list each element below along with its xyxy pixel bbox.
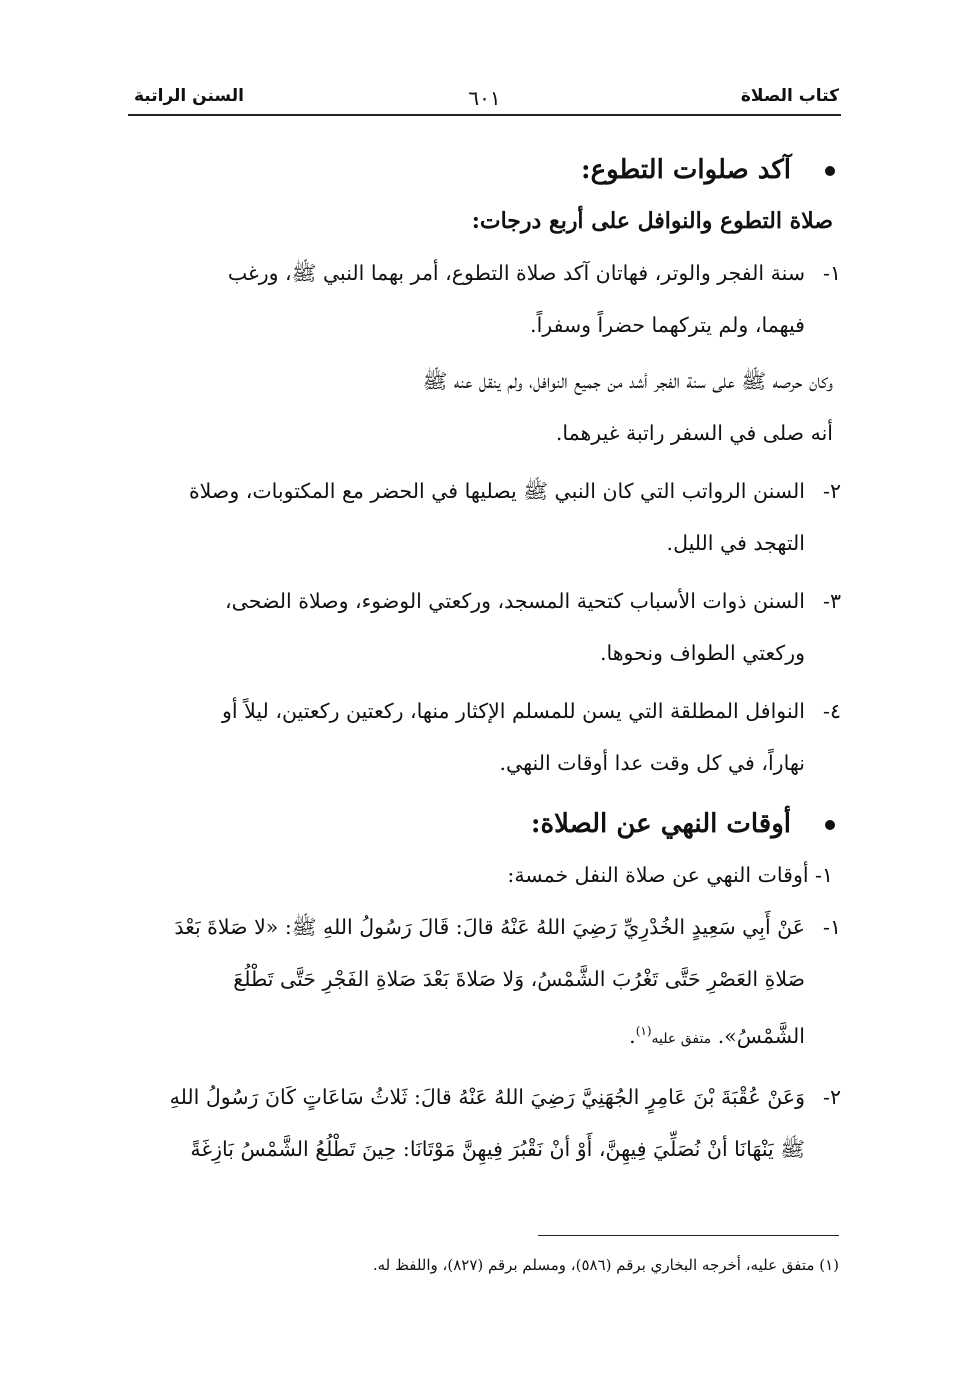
- item-text-line2: فيهما، ولم يتركهما حضراً وسفراً.: [530, 313, 805, 337]
- list-number: ٣-: [823, 589, 841, 613]
- hadith-2: [128, 1071, 841, 1175]
- item-text-line2: التهجد في الليل.: [666, 531, 805, 555]
- list-number: ١-: [823, 261, 841, 285]
- paragraph-line1: وكان حرصه ﷺ على سنة الفجر أشد من جميع النوافل، ولم ينقل عنه ﷺ: [422, 369, 833, 393]
- running-header: [128, 84, 841, 116]
- page-body: [128, 145, 841, 1175]
- bullet-icon: [825, 166, 835, 176]
- header-section: السنن الراتبة: [134, 86, 244, 106]
- bullet-icon: [825, 820, 835, 830]
- page-number: ٦٠١: [468, 86, 501, 110]
- list-number: ٢-: [823, 1084, 841, 1109]
- intro-five-times: ١- أوقات النهي عن صلاة النفل خمسة:: [507, 863, 833, 887]
- hadith-line1: وَعَنْ عُقْبَةَ بْنَ عَامِرٍ الجُهَنِيَّ رَضِيَ اللهُ عَنْهُ قالَ: ثَلاثُ سَاعَاتٍ كَانَ رَسُولُ اللهِ: [169, 1084, 805, 1109]
- header-chapter: كتاب الصلاة: [740, 86, 839, 106]
- hadith-line3-text: الشَّمْسُ».: [717, 1023, 805, 1048]
- hadith-line2: صَلاةِ العَصْرِ حَتَّى تَغْرُبَ الشَّمْسُ، وَلا صَلاةَ بَعْدَ صَلاةِ الفَجْرِ حَتَّى تَطْلُعَ: [233, 967, 805, 991]
- hadith-1: [128, 901, 841, 1065]
- list-number: ١-: [823, 915, 841, 939]
- agreed-upon-label: متفق عليه: [651, 1030, 712, 1047]
- section-heading-text: أوقات النهي عن الصلاة:: [530, 809, 791, 839]
- footnote: (١) متفق عليه، أخرجه البخاري برقم (٥٨٦)، ومسلم برقم (٨٢٧)، واللفظ له.: [372, 1256, 839, 1274]
- list-number: ٤-: [823, 699, 841, 723]
- hadith-line2: ﷺ يَنْهَانَا أنْ نُصَلِّيَ فِيهِنَّ، أَوْ أنْ نَقْبُرَ فِيهِنَّ مَوْتَانَا: حِينَ تَطْلُعُ الشَّمْسُ بَازِغَةً: [190, 1136, 805, 1161]
- list-item-2: [128, 465, 841, 569]
- item-text-line2: نهاراً، في كل وقت عدا أوقات النهي.: [499, 751, 805, 775]
- list-item-4: [128, 685, 841, 789]
- subheading-degrees: صلاة التطوع والنوافل على أربع درجات:: [471, 208, 833, 234]
- hadith-line3: الشَّمْسُ». متفق عليه$^{(١)}$.: [629, 1023, 805, 1048]
- paragraph-line2: أنه صلى في السفر راتبة غيرهما.: [555, 421, 833, 445]
- item-text-line1: السنن ذوات الأسباب كتحية المسجد، وركعتي الوضوء، وصلاة الضحى،: [225, 589, 805, 613]
- item-text-line1: النوافل المطلقة التي يسن للمسلم الإكثار منها، ركعتين ركعتين، ليلاً أو: [222, 699, 805, 723]
- paragraph-fajr: [128, 355, 841, 459]
- list-item-3: [128, 575, 841, 679]
- hadith-line1: عَنْ أَبِي سَعِيدٍ الخُدْرِيِّ رَضِيَ اللهُ عَنْهُ قالَ: قَالَ رَسُولُ اللهِ ﷺ: «لا صَلاةَ بَعْدَ: [174, 915, 805, 939]
- item-text-line1: سنة الفجر والوتر، فهاتان آكد صلاة التطوع، أمر بهما النبي ﷺ، ورغب: [227, 261, 805, 285]
- list-item-1: [128, 247, 841, 351]
- footnote-reference: (١): [635, 1024, 652, 1038]
- item-text-line1: السنن الرواتب التي كان النبي ﷺ يصليها في الحضر مع المكتوبات، وصلاة: [188, 479, 805, 503]
- section-heading-text: آكد صلوات التطوع:: [580, 155, 791, 185]
- item-text-line2: وركعتي الطواف ونحوها.: [599, 641, 805, 665]
- section-heading-prohibited-times: [128, 799, 841, 849]
- section-heading-voluntary: [128, 145, 841, 195]
- list-number: ٢-: [823, 479, 841, 503]
- footnote-separator: [538, 1235, 839, 1236]
